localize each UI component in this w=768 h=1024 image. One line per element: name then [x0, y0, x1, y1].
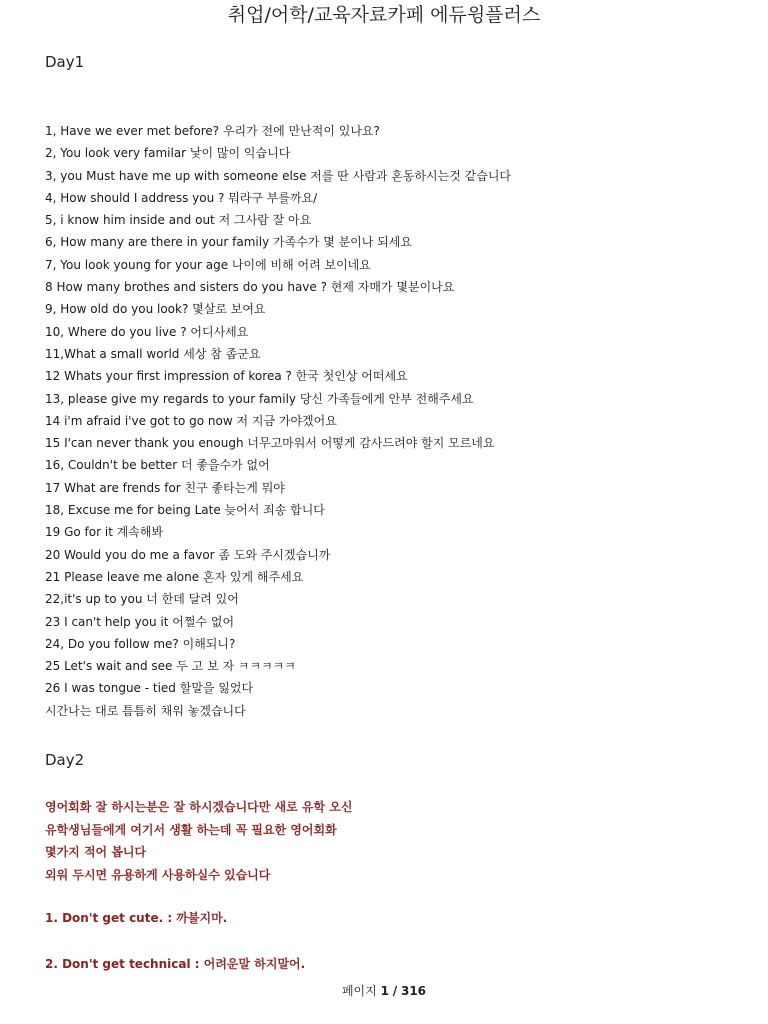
phrase-item: 19 Go for it 계속해봐 — [45, 525, 164, 540]
page-header-title: 취업/어학/교육자료카페 에듀윙플러스 — [227, 4, 541, 26]
day2-intro — [45, 796, 352, 886]
page-number — [0, 982, 768, 1000]
current-page: 1 — [380, 984, 389, 998]
intro-line: 몇가지 적어 봅니다 — [45, 845, 147, 859]
phrase-item: 7, You look young for your age 나이에 비해 어려 보이네요 — [45, 257, 371, 272]
day1-heading: Day1 — [45, 53, 85, 71]
phrase-item: 8 How many brothes and sisters do you have ? 현제 자매가 몇분이나요 — [45, 280, 455, 295]
phrase-item: 6, How many are there in your family 가족수가 몇 분이나 되세요 — [45, 235, 412, 250]
phrase-item: 24, Do you follow me? 이해되니? — [45, 636, 236, 651]
intro-line: 유학생님들에게 여기서 생활 하는데 꼭 필요한 영어회화 — [45, 822, 337, 837]
phrase-item: 3, you Must have me up with someone else 저를 딴 사람과 혼동하시는것 같습니다 — [45, 168, 512, 183]
page-label: 페이지 — [341, 984, 377, 998]
phrase-item: 14 i'm afraid i've got to go now 저 지금 가야겠어요 — [45, 413, 337, 428]
phrase-item: 9, How old do you look? 몇살로 보여요 — [45, 302, 266, 317]
phrase-item: 20 Would you do me a favor 좀 도와 주시겠습니까 — [45, 547, 331, 562]
phrase-item: 11,What a small world 세상 참 좁군요 — [45, 346, 261, 361]
day1-phrase-list — [45, 120, 511, 722]
phrase-item: 5, i know him inside and out 저 그사람 잘 아요 — [45, 213, 312, 228]
phrase-item: 16, Couldn't be better 더 좋을수가 없어 — [45, 458, 270, 473]
phrase-item: 15 I'can never thank you enough 너무고마워서 어떻게 감사드려야 할지 모르네요 — [45, 436, 495, 451]
phrase-item: 17 What are frends for 친구 좋타는게 뭐야 — [45, 480, 285, 495]
phrase-item: 18, Excuse me for being Late 늦어서 죄송 합니다 — [45, 503, 325, 518]
phrase-item: 12 Whats your first impression of korea ? 한국 첫인상 어떠세요 — [45, 369, 408, 384]
phrase-item: 21 Please leave me alone 혼자 있게 해주세요 — [45, 569, 304, 584]
phrase-item: 26 I was tongue - tied 할말을 잃었다 — [45, 681, 254, 696]
closing-note: 시간나는 대로 틈틈히 채워 놓겠습니다 — [45, 703, 246, 718]
total-pages: 316 — [400, 984, 427, 998]
phrase-item: 2, You look very familar 낯이 많이 익습니다 — [45, 146, 291, 161]
day2-tip-2: 2. Don't get technical : 어려운말 하지말어. — [45, 957, 306, 971]
intro-line: 영어회화 잘 하시는분은 잘 하시겠습니다만 새로 유학 오신 — [45, 800, 353, 814]
day2-tip-1: 1. Don't get cute. : 까불지마. — [45, 911, 228, 925]
phrase-item: 1, Have we ever met before? 우리가 전에 만난적이 있나요? — [45, 124, 380, 138]
intro-line: 외워 두시면 유용하게 사용하실수 있습니다 — [45, 867, 271, 882]
day2-heading: Day2 — [45, 751, 85, 769]
phrase-item: 25 Let's wait and see 두 고 보 자 ㅋㅋㅋㅋㅋ — [45, 659, 296, 674]
page-separator: / — [392, 984, 398, 998]
phrase-item: 10, Where do you live ? 어디사세요 — [45, 324, 249, 339]
phrase-item: 4, How should I address you ? 뭐라구 부를까요/ — [45, 190, 318, 205]
phrase-item: 13, please give my regards to your family 당신 가족들에게 안부 전해주세요 — [45, 391, 474, 406]
phrase-item: 22,it's up to you 너 한데 달려 있어 — [45, 592, 239, 607]
phrase-item: 23 I can't help you it 어쩔수 없어 — [45, 614, 235, 629]
